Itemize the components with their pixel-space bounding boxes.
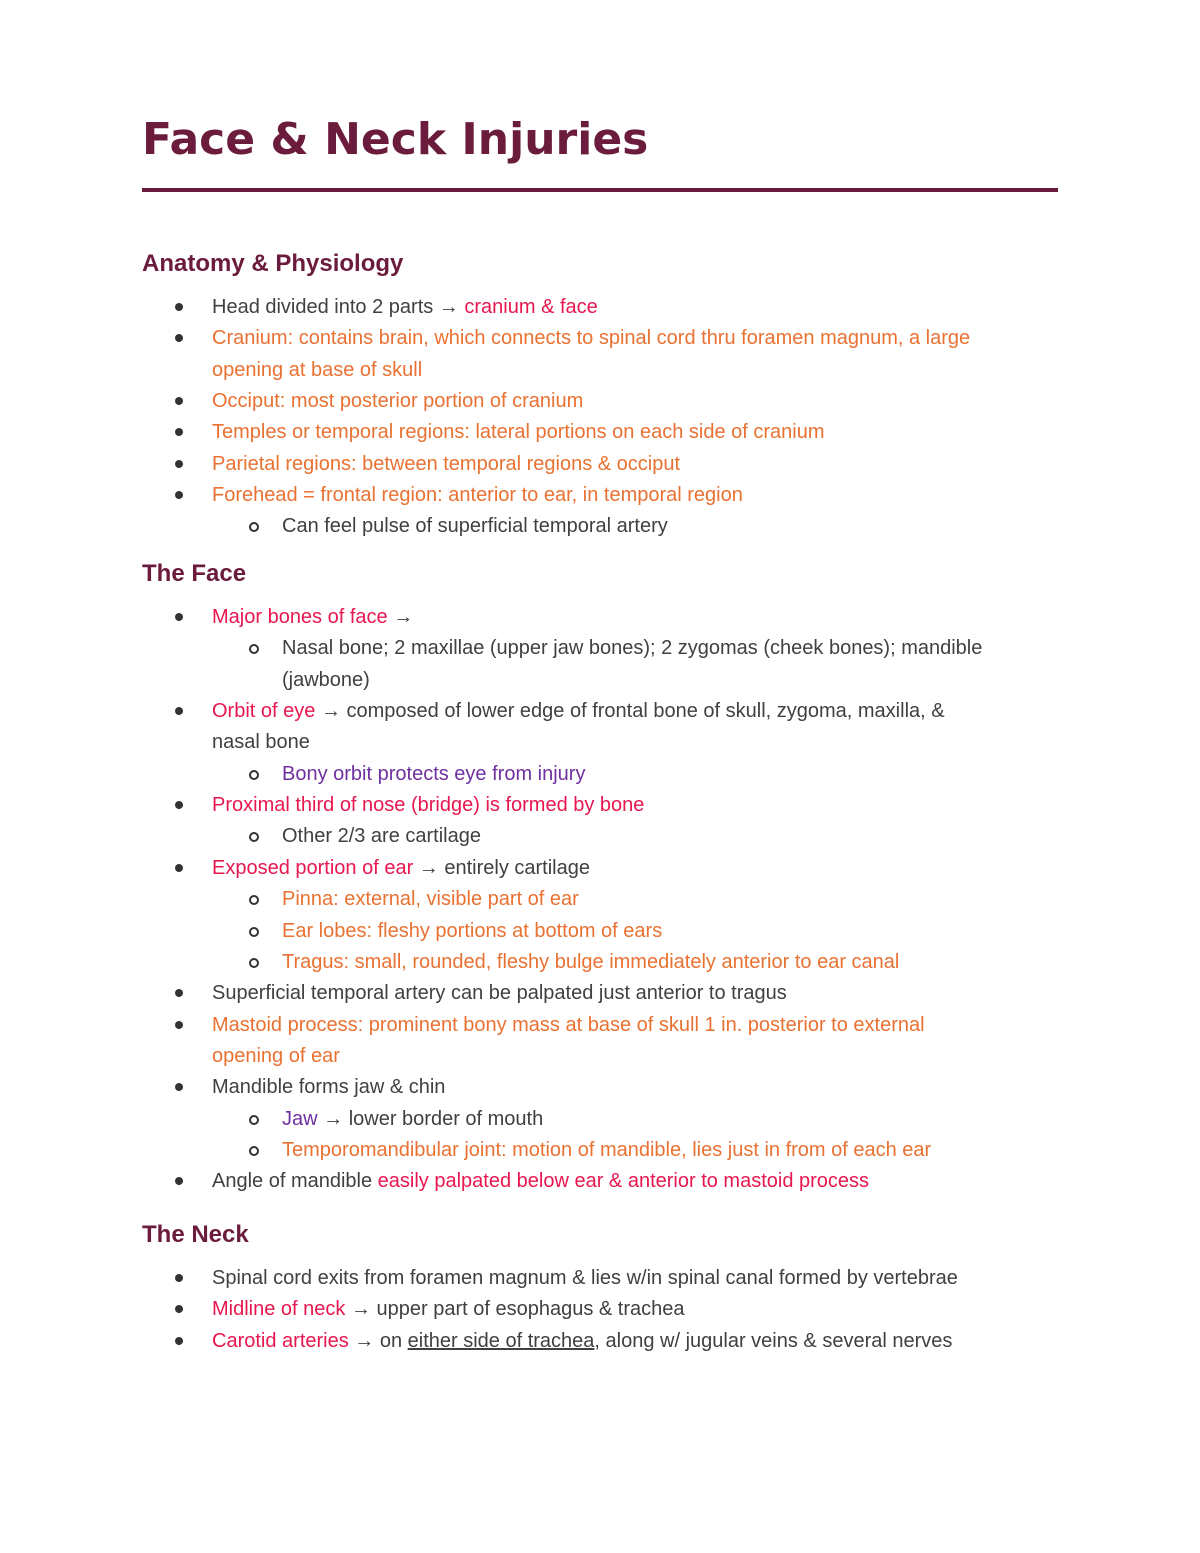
bullet-icon (174, 1304, 184, 1314)
bullet-icon (174, 1273, 184, 1283)
list-item-text: Midline of neck (212, 1298, 346, 1321)
list-item (212, 417, 825, 448)
bullet-icon (174, 1336, 184, 1346)
list-item-text: → lower border of mouth (317, 1107, 544, 1130)
circle-bullet-icon (249, 895, 259, 905)
list-item (212, 386, 583, 417)
circle-bullet-icon (249, 522, 259, 532)
list-item (212, 1010, 925, 1041)
heading-the-neck: The Neck (142, 1221, 249, 1248)
list-item-text: Major bones of face (212, 606, 388, 628)
bullet-icon (174, 396, 184, 406)
list-item (212, 1166, 869, 1197)
list-item (212, 480, 743, 511)
bullet-icon (174, 1082, 184, 1092)
list-item-text: Orbit of eye (212, 700, 316, 723)
list-item-continuation (212, 727, 310, 758)
list-item (212, 1326, 952, 1357)
list-item-text: , along w/ jugular veins & several nerves (594, 1329, 953, 1352)
list-item (212, 853, 590, 884)
list-item-text: Temples or temporal regions: lateral portions on each side of cranium (212, 421, 825, 444)
bullet-icon (174, 800, 184, 810)
list-item (282, 947, 899, 978)
list-item-text: → upper part of esophagus & trachea (345, 1298, 685, 1321)
list-item (282, 884, 579, 915)
circle-bullet-icon (249, 1146, 259, 1156)
list-item (212, 292, 598, 323)
list-item (212, 449, 680, 480)
list-item-text: Parietal regions: between temporal regions & occiput (212, 452, 681, 475)
list-item-text: Head divided into 2 parts → (212, 296, 465, 318)
list-item (212, 1294, 685, 1325)
list-item-text: Angle of mandible (212, 1170, 378, 1193)
list-item-text: Exposed portion of ear (212, 856, 414, 879)
list-item-continuation (212, 355, 422, 386)
list-item-text: Superficial temporal artery can be palpated just anterior to tragus (212, 982, 787, 1005)
list-item-text: Mandible forms jaw & chin (212, 1076, 446, 1099)
circle-bullet-icon (249, 958, 259, 968)
list-item (282, 511, 668, 542)
list-item-text: Mastoid process: prominent bony mass at base of skull 1 in. posterior to external (212, 1013, 925, 1036)
list-item (212, 323, 970, 354)
list-item (282, 1104, 543, 1135)
list-item (282, 633, 982, 664)
list-item (212, 1263, 958, 1294)
bullet-icon (174, 333, 184, 343)
document-title: Face & Neck Injuries (142, 114, 649, 165)
circle-bullet-icon (249, 644, 259, 654)
list-item-text: → (387, 606, 414, 628)
list-item-text: Carotid arteries (212, 1329, 349, 1352)
circle-bullet-icon (249, 832, 259, 842)
bullet-icon (174, 863, 184, 873)
list-item-text: opening at base of skull (212, 358, 423, 381)
bullet-icon (174, 427, 184, 437)
list-item-text: Pinna: external, visible part of ear (282, 888, 579, 911)
list-item (212, 1072, 445, 1103)
list-item-text: nasal bone (212, 731, 310, 754)
bullet-icon (174, 1176, 184, 1186)
bullet-icon (174, 988, 184, 998)
list-item-text: → on (348, 1329, 408, 1352)
list-item (212, 978, 787, 1009)
list-item (282, 821, 481, 852)
list-item (212, 790, 644, 821)
circle-bullet-icon (249, 770, 259, 780)
list-item-text: Forehead = frontal region: anterior to ear, in temporal region (212, 484, 743, 507)
bullet-icon (174, 459, 184, 469)
list-item-text: Spinal cord exits from foramen magnum & lies w/in spinal canal formed by vertebrae (212, 1267, 958, 1289)
list-item-text: Cranium: contains brain, which connects to spinal cord thru foramen magnum, a large (212, 327, 971, 350)
list-item-text: Ear lobes: fleshy portions at bottom of ears (282, 919, 663, 942)
list-item-text: easily palpated below ear & anterior to mastoid process (377, 1170, 870, 1193)
circle-bullet-icon (249, 927, 259, 937)
list-item-text: cranium & face (464, 296, 598, 318)
list-item-text: Tragus: small, rounded, fleshy bulge immediately anterior to ear canal (282, 950, 900, 973)
bullet-icon (174, 706, 184, 716)
bullet-icon (174, 490, 184, 500)
list-item-text: Jaw (282, 1107, 318, 1130)
list-item-text: Proximal third of nose (bridge) is formed by bone (212, 794, 645, 817)
list-item (282, 759, 585, 790)
list-item-text: Occiput: most posterior portion of cranium (212, 390, 584, 413)
list-item-text: opening of ear (212, 1044, 340, 1067)
list-item-text: → entirely cartilage (413, 856, 590, 879)
list-item-continuation (212, 1041, 340, 1072)
bullet-icon (174, 302, 184, 312)
heading-anatomy-physiology: Anatomy & Physiology (142, 250, 404, 277)
list-item-text: Bony orbit protects eye from injury (282, 762, 586, 785)
list-item-text: Other 2/3 are cartilage (282, 825, 481, 848)
circle-bullet-icon (249, 1115, 259, 1125)
title-divider (142, 188, 1058, 192)
list-item (282, 916, 662, 947)
list-item-text: Temporomandibular joint: motion of mandible, lies just in from of each ear (282, 1138, 932, 1161)
list-item-continuation (282, 665, 370, 696)
bullet-icon (174, 1019, 184, 1029)
list-item (282, 1135, 931, 1166)
list-item (212, 602, 413, 633)
heading-the-face: The Face (142, 560, 247, 587)
list-item-text: Can feel pulse of superficial temporal artery (282, 515, 668, 538)
list-item-text: either side of trachea (407, 1329, 595, 1352)
list-item (212, 696, 945, 727)
list-item-text: Nasal bone; 2 maxillae (upper jaw bones); 2 zygomas (cheek bones); mandible (282, 637, 983, 660)
list-item-text: (jawbone) (282, 668, 370, 691)
list-item-text: → composed of lower edge of frontal bone of skull, zygoma, maxilla, & (315, 700, 945, 723)
bullet-icon (174, 612, 184, 622)
